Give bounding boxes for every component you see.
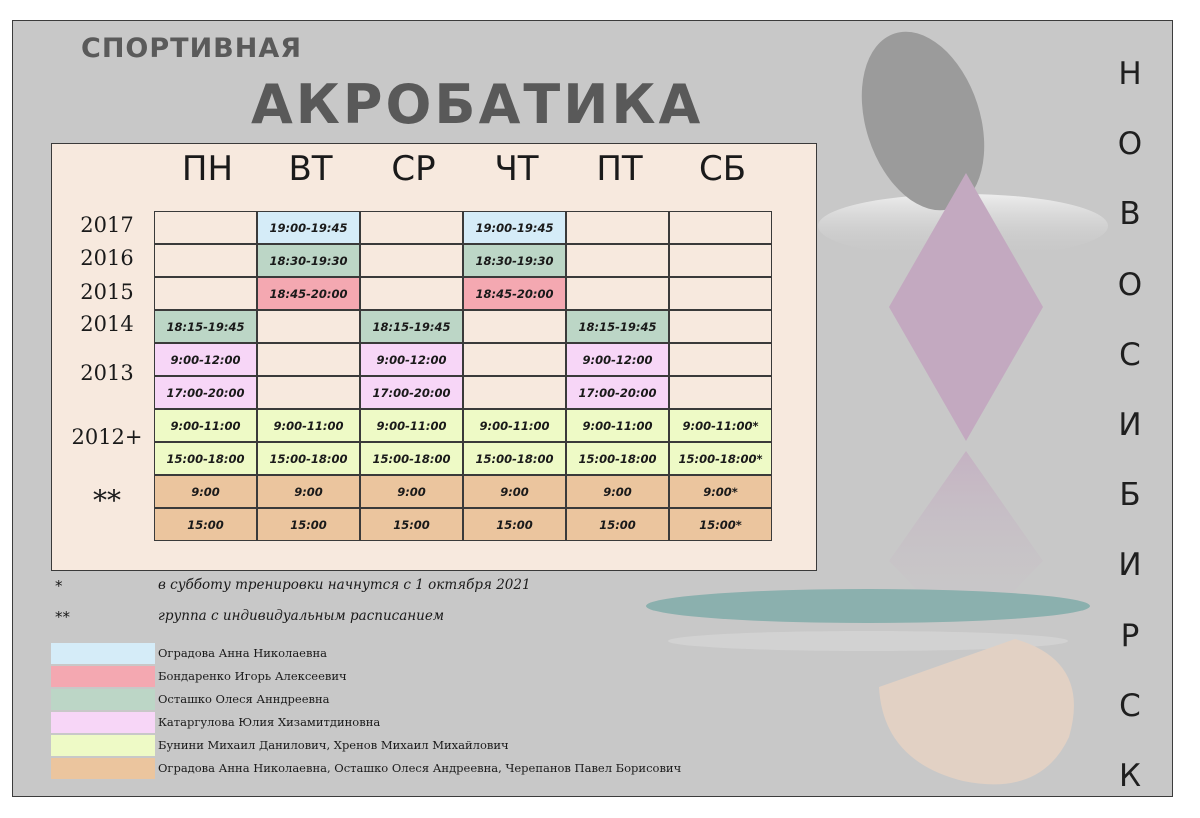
schedule-cell xyxy=(669,310,772,343)
schedule-cell: 17:00-20:00 xyxy=(566,376,669,409)
schedule-cell xyxy=(360,211,463,244)
subtitle: СПОРТИВНАЯ xyxy=(81,33,303,64)
schedule-cell: 9:00-11:00 xyxy=(463,409,566,442)
schedule-cell: 15:00 xyxy=(566,508,669,541)
schedule-cell: 9:00-11:00 xyxy=(360,409,463,442)
note-text: в субботу тренировки начнутся с 1 октября 2021 xyxy=(158,577,531,593)
schedule-cell: 9:00-12:00 xyxy=(566,343,669,376)
day-header: ЧТ xyxy=(494,149,539,189)
schedule-cell: 15:00-18:00 xyxy=(154,442,257,475)
schedule-cell: 9:00 xyxy=(360,475,463,508)
schedule-cell: 15:00 xyxy=(360,508,463,541)
legend-label: Осташко Олеся Анндреевна xyxy=(158,692,330,706)
schedule-cell xyxy=(257,310,360,343)
schedule-cell: 19:00-19:45 xyxy=(463,211,566,244)
city-letter: И xyxy=(1118,547,1142,584)
year-label: 2013 xyxy=(80,361,134,385)
schedule-cell xyxy=(257,343,360,376)
schedule-cell: 15:00-18:00 xyxy=(360,442,463,475)
main-title: АКРОБАТИКА xyxy=(251,73,704,136)
day-header: ПН xyxy=(181,149,234,189)
note-mark: * xyxy=(55,577,63,595)
schedule-cell: 18:15-19:45 xyxy=(154,310,257,343)
day-header: СБ xyxy=(698,149,747,189)
schedule-cell: 18:15-19:45 xyxy=(360,310,463,343)
schedule-cell xyxy=(154,244,257,277)
schedule-cell xyxy=(669,343,772,376)
day-header: ВТ xyxy=(288,149,333,189)
schedule-cell xyxy=(154,211,257,244)
schedule-cell: 9:00* xyxy=(669,475,772,508)
schedule-cell: 15:00 xyxy=(463,508,566,541)
schedule-cell: 15:00* xyxy=(669,508,772,541)
schedule-cell xyxy=(154,277,257,310)
schedule-cell xyxy=(257,376,360,409)
beige-teardrop xyxy=(879,639,1074,784)
schedule-cell xyxy=(360,277,463,310)
schedule-cell: 18:45-20:00 xyxy=(463,277,566,310)
schedule-cell xyxy=(566,277,669,310)
schedule-cell: 19:00-19:45 xyxy=(257,211,360,244)
schedule-cell xyxy=(669,244,772,277)
schedule-cell xyxy=(463,343,566,376)
legend-swatch xyxy=(51,643,155,664)
year-label: 2014 xyxy=(80,312,134,336)
schedule-cell: 9:00-11:00 xyxy=(257,409,360,442)
city-letter: Р xyxy=(1120,617,1140,654)
schedule-cell xyxy=(669,277,772,310)
legend-swatch xyxy=(51,689,155,710)
schedule-cell: 15:00-18:00 xyxy=(566,442,669,475)
schedule-cell: 15:00 xyxy=(154,508,257,541)
schedule-cell xyxy=(360,244,463,277)
city-letter: Б xyxy=(1119,477,1141,514)
schedule-cell xyxy=(463,310,566,343)
schedule-cell xyxy=(463,376,566,409)
schedule-cell: 18:45-20:00 xyxy=(257,277,360,310)
day-header: ПТ xyxy=(596,149,643,189)
schedule-cell: 15:00 xyxy=(257,508,360,541)
schedule-cell: 18:15-19:45 xyxy=(566,310,669,343)
schedule-cell: 15:00-18:00 xyxy=(463,442,566,475)
schedule-cell: 9:00-11:00 xyxy=(566,409,669,442)
city-letter: О xyxy=(1117,266,1143,303)
schedule-cell: 15:00-18:00 xyxy=(257,442,360,475)
schedule-cell xyxy=(669,211,772,244)
legend-label: Бунини Михаил Данилович, Хренов Михаил Михайлович xyxy=(158,738,509,752)
year-label: 2012+ xyxy=(71,425,143,449)
schedule-cell: 18:30-19:30 xyxy=(463,244,566,277)
schedule-cell xyxy=(566,211,669,244)
year-label: 2016 xyxy=(80,246,134,270)
note-mark: ** xyxy=(55,608,70,626)
teal-ellipse xyxy=(646,589,1090,623)
legend-swatch xyxy=(51,712,155,733)
legend-label: Оградова Анна Николаевна, Осташко Олеся Андреевна, Черепанов Павел Борисович xyxy=(158,761,682,775)
year-label: 2015 xyxy=(80,280,134,304)
year-label: 2017 xyxy=(80,213,134,237)
day-header: СР xyxy=(391,149,436,189)
city-letter: И xyxy=(1118,406,1142,443)
legend-swatch xyxy=(51,735,155,756)
legend-swatch xyxy=(51,758,155,779)
legend-label: Бондаренко Игорь Алексеевич xyxy=(158,669,347,683)
schedule-cell xyxy=(566,244,669,277)
schedule-cell xyxy=(669,376,772,409)
schedule-cell: 17:00-20:00 xyxy=(154,376,257,409)
schedule-cell: 9:00-12:00 xyxy=(360,343,463,376)
year-label: ** xyxy=(93,484,121,517)
schedule-cell: 18:30-19:30 xyxy=(257,244,360,277)
poster xyxy=(12,20,1173,797)
schedule-cell: 15:00-18:00* xyxy=(669,442,772,475)
schedule-cell: 9:00 xyxy=(566,475,669,508)
note-text: группа с индивидуальным расписанием xyxy=(158,608,445,624)
schedule-cell: 9:00 xyxy=(257,475,360,508)
city-letter: Н xyxy=(1118,56,1142,92)
city-letter: К xyxy=(1118,757,1141,794)
city-letter: С xyxy=(1119,687,1141,724)
schedule-cell: 9:00-11:00 xyxy=(154,409,257,442)
legend-swatch xyxy=(51,666,155,687)
city-letter: В xyxy=(1119,196,1141,233)
legend-label: Оградова Анна Николаевна xyxy=(158,646,327,660)
schedule-cell: 17:00-20:00 xyxy=(360,376,463,409)
city-letter: С xyxy=(1119,336,1141,373)
schedule-cell: 9:00-12:00 xyxy=(154,343,257,376)
schedule-cell: 9:00 xyxy=(463,475,566,508)
schedule-cell: 9:00 xyxy=(154,475,257,508)
legend-label: Катаргулова Юлия Хизамитдиновна xyxy=(158,715,381,729)
schedule-cell: 9:00-11:00* xyxy=(669,409,772,442)
city-letter: О xyxy=(1117,126,1143,163)
city-name-vertical xyxy=(1107,39,1153,797)
